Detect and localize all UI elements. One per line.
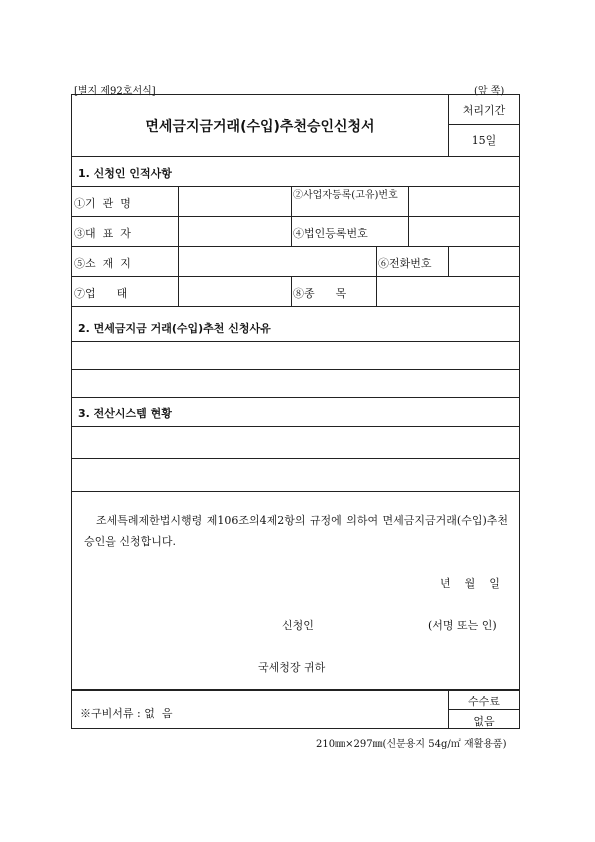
form-number: [별지 제92호서식] — [74, 86, 156, 97]
signature-label: (서명 또는 인) — [428, 619, 497, 632]
col-line — [376, 246, 377, 276]
representative-value-field[interactable] — [179, 217, 290, 245]
field-address-label: ⑤소 재 지 — [74, 257, 131, 270]
col-line — [291, 186, 292, 246]
processing-period-value: 15일 — [471, 134, 497, 147]
addressee: 국세청장 귀하 — [258, 661, 326, 674]
paper-size-note: 210㎜×297㎜(신문용지 54g/㎡ 재활용품) — [316, 739, 507, 750]
section1-top-line — [71, 156, 520, 157]
row-line — [71, 397, 520, 398]
agency-value-field[interactable] — [179, 187, 290, 215]
attachments-note: ※구비서류 : 없 음 — [80, 707, 173, 720]
system-status-text-area[interactable] — [72, 427, 519, 490]
declaration-text: 조세특례제한법시행령 제106조의4제2항의 규정에 의하여 면세금지금거래(수입)추천승인을 신청합니다. — [84, 514, 508, 548]
applicant-label: 신청인 — [282, 619, 314, 632]
field-phone-label: ⑥전화번호 — [378, 257, 432, 270]
phone-value-field[interactable] — [449, 247, 519, 275]
processing-divider — [448, 124, 520, 125]
field-business-item-label: ⑧종 목 — [293, 287, 347, 300]
address-value-field[interactable] — [179, 247, 375, 275]
section1-heading: 1. 신청인 인적사항 — [78, 167, 172, 180]
business-type-value-field[interactable] — [179, 277, 290, 305]
field-business-reg-label: ②사업자등록(고유)번호 — [293, 190, 398, 201]
field-representative-label: ③대 표 자 — [74, 227, 131, 240]
corp-reg-value-field[interactable] — [409, 217, 519, 245]
row-line — [71, 306, 520, 307]
fee-value: 없음 — [473, 715, 495, 728]
business-item-value-field[interactable] — [377, 277, 519, 305]
col-line — [291, 276, 292, 306]
processing-period-label: 처리기간 — [462, 104, 506, 117]
form-title: 면세금지금거래(수입)추천승인신청서 — [145, 119, 375, 135]
field-agency-label: ①기 관 명 — [74, 197, 131, 210]
field-corp-reg-label: ④법인등록번호 — [293, 227, 368, 240]
business-reg-value-field[interactable] — [409, 187, 519, 215]
fee-label: 수수료 — [468, 695, 500, 708]
footer-top-line — [71, 689, 520, 691]
section2-heading: 2. 면세금지금 거래(수입)추천 신청사유 — [78, 322, 271, 335]
date-line: 년 월 일 — [440, 577, 500, 590]
row-line — [71, 491, 520, 492]
page-side-label: (앞 쪽) — [474, 86, 505, 97]
fee-divider — [448, 709, 520, 710]
field-business-type-label: ⑦업 태 — [74, 287, 128, 300]
reason-text-area[interactable] — [72, 342, 519, 396]
section3-heading: 3. 전산시스템 현황 — [78, 407, 172, 420]
